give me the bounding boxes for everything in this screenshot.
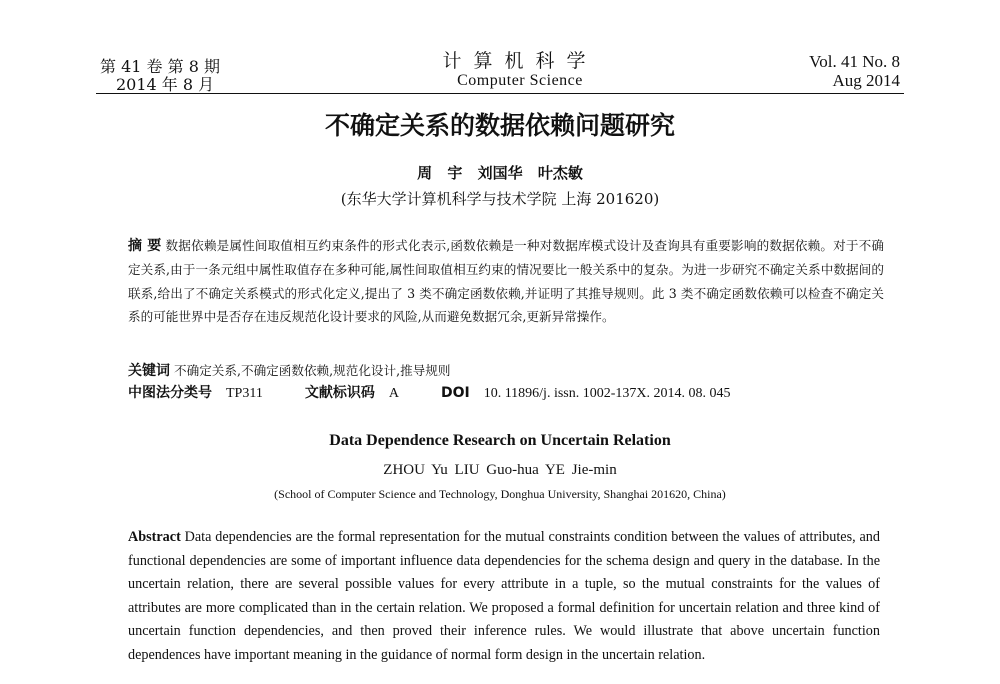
keywords-cn bbox=[128, 360, 884, 382]
doc-code-label: 文献标识码 bbox=[304, 385, 375, 401]
paper-title-cn: 不确定关系的数据依赖问题研究 bbox=[324, 111, 675, 140]
volume-issue-cn: 第 41 卷 第 8 期 bbox=[100, 57, 220, 76]
authors-cn: 周 宇 刘国华 叶杰敏 bbox=[417, 164, 583, 182]
paper-title-en: Data Dependence Research on Uncertain Relation bbox=[329, 432, 671, 449]
authors-en: ZHOU Yu LIU Guo-hua YE Jie-min bbox=[383, 462, 617, 478]
abstract-cn-text: 数据依赖是属性间取值相互约束条件的形式化表示,函数依赖是一种对数据库模式设计及查询具有重要影响的数据依赖。对于不确定关系,由于一条元组中属性取值存在多种可能,属性间取值相互约束的情况要比一般关系中的复杂。为进一步研究不确定关系中数据间的联系,给出了不确定关系模式的形式化定义,提出了 3 类不确定函数依赖,并证明了其推导规则。此 3 类不确定函数依赖可以检查不确定关系的可能世界中是否存在违反规范化设计要求的风险,从而避免数据冗余,更新异常操作。 bbox=[128, 238, 884, 325]
date-cn: 2014 年 8 月 bbox=[116, 75, 215, 94]
abstract-cn-label: 摘 要 bbox=[128, 238, 162, 254]
abstract-cn bbox=[128, 234, 884, 329]
doi-value: 10. 11896/j. issn. 1002-137X. 2014. 08. 045 bbox=[483, 386, 731, 401]
classification-line bbox=[128, 382, 888, 405]
keywords-cn-label: 关键词 bbox=[128, 363, 170, 379]
clc-value: TP311 bbox=[226, 386, 263, 401]
header-rule bbox=[96, 93, 904, 94]
running-header-right bbox=[809, 52, 900, 90]
doc-code-value: A bbox=[388, 386, 399, 401]
affiliation-cn: (东华大学计算机科学与技术学院 上海 201620) bbox=[340, 190, 660, 208]
journal-name bbox=[400, 50, 640, 90]
abstract-en-label: Abstract bbox=[128, 529, 181, 545]
abstract-en-text: Data dependencies are the formal representation for the mutual constraints condition between the values of attributes, and functional dependencies are some of important influence data dependencies for the schema design and query in the database. In the uncertain relation, there are several possible values for every attribute in a tuple, so the mutual constraints for the values of attributes are more complicated than in the certain relation. We proposed a formal definition for uncertain relation and three kind of uncertain function dependencies, and then proved their inference rules. We would illustrate that above uncertain function dependences have important meaning in the guidance of normal form design in the uncertain relation. bbox=[128, 529, 880, 663]
affiliation-en: (School of Computer Science and Technology, Donghua University, Shanghai 201620, China) bbox=[274, 487, 726, 501]
doi-label: DOI bbox=[440, 385, 470, 401]
volume-issue-en: Vol. 41 No. 8 bbox=[809, 52, 900, 71]
journal-name-en: Computer Science bbox=[457, 72, 583, 89]
abstract-en bbox=[128, 526, 880, 667]
date-en: Aug 2014 bbox=[832, 71, 900, 90]
keywords-cn-text: 不确定关系,不确定函数依赖,规范化设计,推导规则 bbox=[174, 363, 451, 378]
journal-name-cn: 计算机科学 bbox=[442, 50, 598, 72]
running-header-left bbox=[100, 58, 220, 94]
clc-label: 中图法分类号 bbox=[128, 385, 212, 401]
